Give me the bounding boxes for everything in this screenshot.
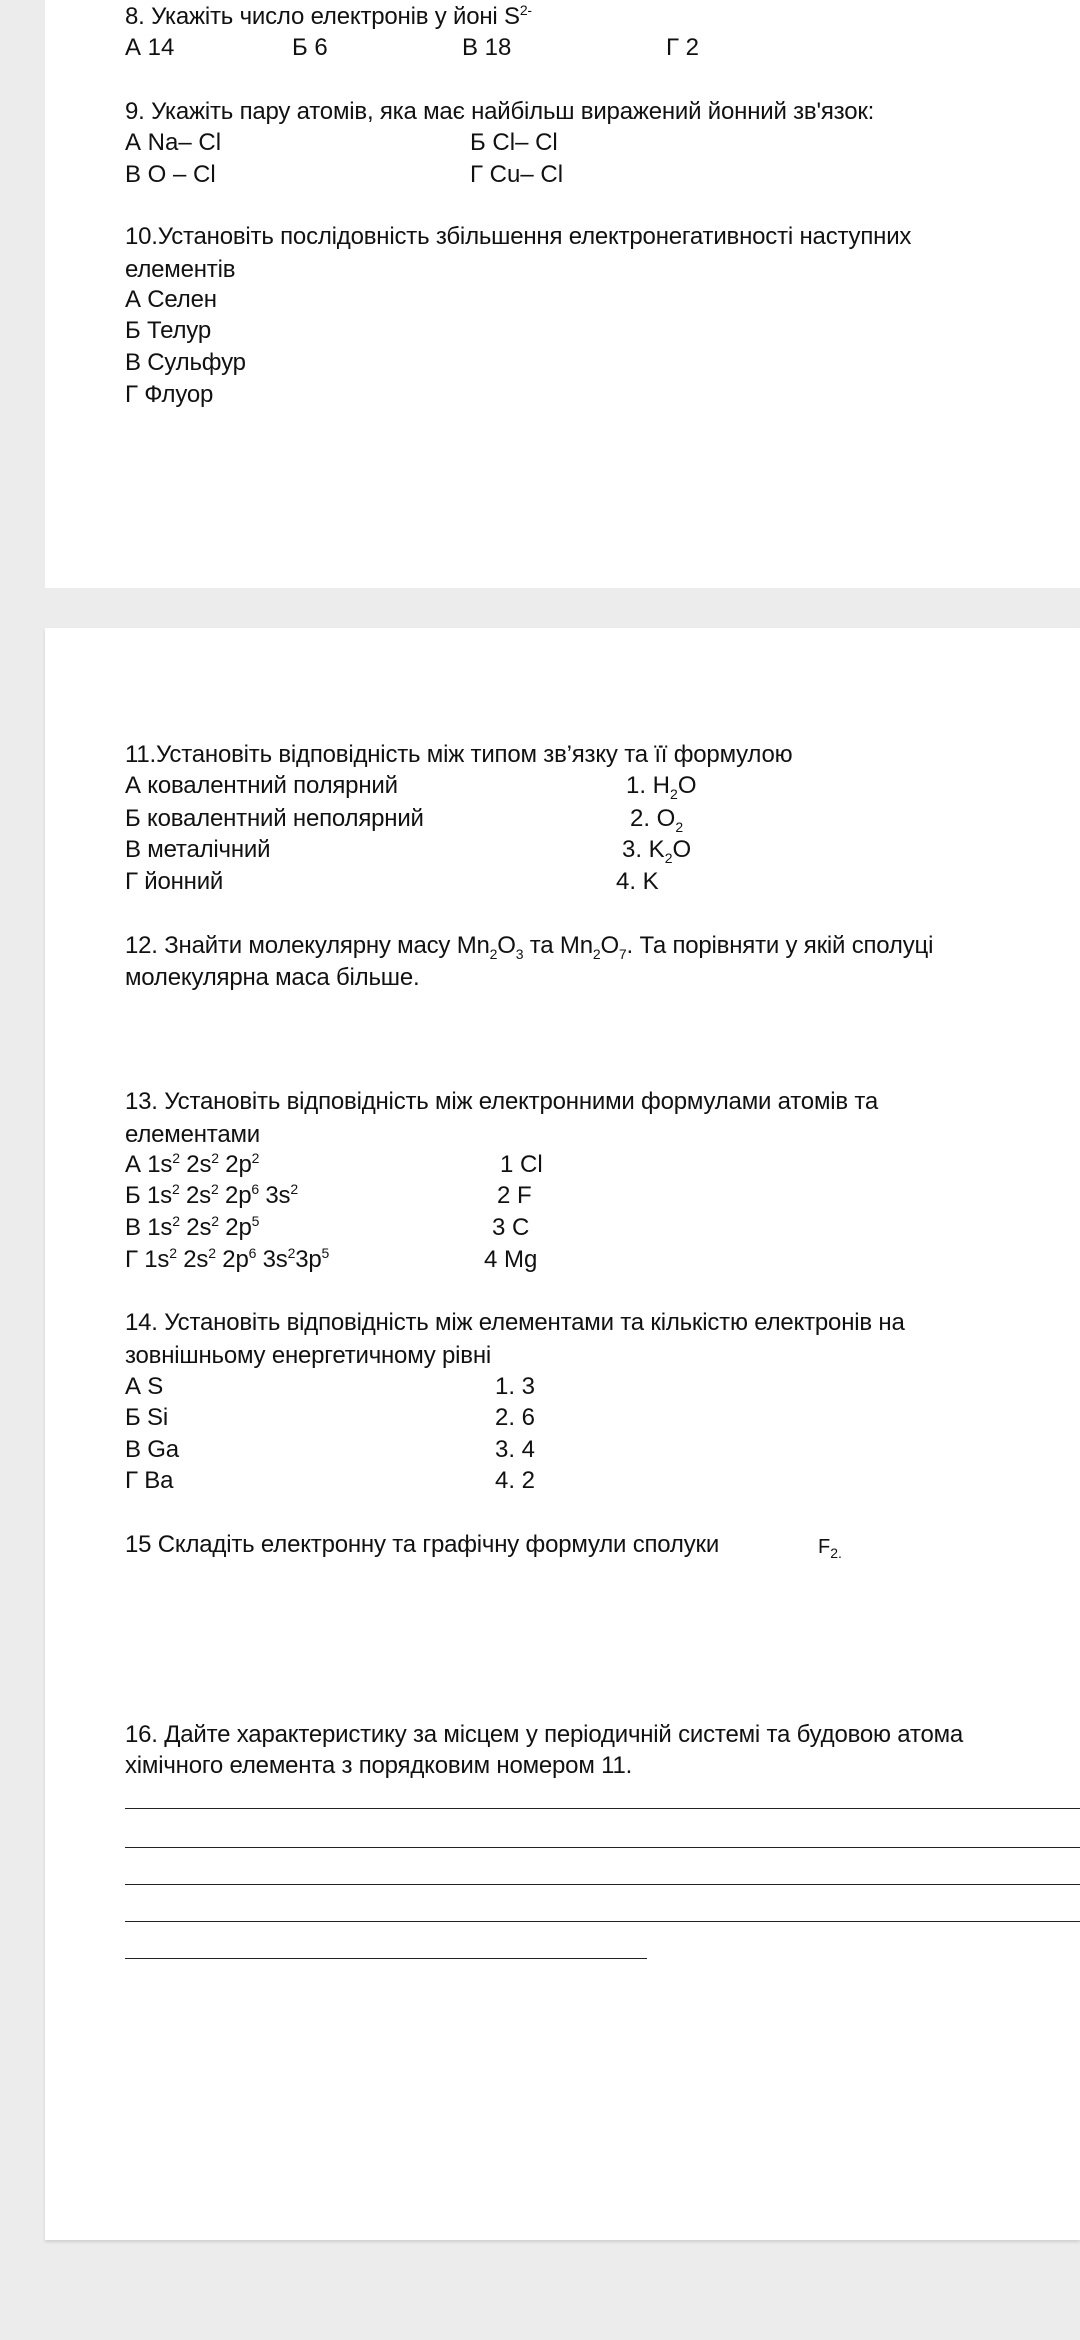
q10-option-b: Б Телур	[125, 317, 211, 344]
q11-right-3	[622, 835, 691, 865]
text-segment: 3s	[256, 1246, 288, 1273]
answer-line	[125, 1884, 1080, 1885]
text-segment: 2s	[179, 1214, 212, 1241]
answer-line	[125, 1808, 1080, 1809]
q13-left-c	[125, 1213, 259, 1243]
q10-option-d: Г Флуор	[125, 381, 214, 408]
subscript: 2	[675, 818, 684, 835]
superscript: 2	[251, 1150, 260, 1166]
q11-right-1	[626, 771, 696, 801]
q14-right-3: 3. 4	[495, 1436, 536, 1463]
superscript: 6	[248, 1245, 257, 1261]
q10-option-a: А Селен	[125, 286, 217, 313]
q9-option-d: Г Cu– Cl	[470, 161, 564, 188]
q11-left-c: В металічний	[125, 836, 271, 863]
q13-left-a	[125, 1150, 259, 1180]
subscript: 3	[515, 945, 524, 962]
q9-option-b: Б Cl– Cl	[470, 129, 558, 156]
answer-line	[125, 1847, 1080, 1848]
q10-option-c: В Сульфур	[125, 349, 246, 376]
q14-right-1: 1. 3	[495, 1373, 536, 1400]
text-segment: O	[677, 772, 697, 799]
superscript: 2	[172, 1150, 180, 1166]
q15-formula	[818, 1532, 842, 1562]
superscript: 2	[210, 1181, 219, 1197]
question-14-line1: 14. Установіть відповідність між елементами та кількістю електронів на	[125, 1309, 905, 1336]
q11-right-2	[630, 804, 683, 834]
question-13-line1: 13. Установіть відповідність між електронними формулами атомів та	[125, 1088, 879, 1115]
answer-line	[125, 1958, 647, 1959]
q8-option-c: В 18	[462, 34, 512, 61]
q13-left-d	[125, 1245, 329, 1275]
text-segment: А 1s	[125, 1151, 173, 1178]
text-segment: 2s	[179, 1182, 211, 1209]
superscript: 2	[290, 1181, 298, 1197]
q8-option-d: Г 2	[666, 34, 700, 61]
subscript: 2	[670, 785, 678, 802]
question-10-line1: 10.Установіть послідовність збільшення електронегативності наступних	[125, 223, 912, 250]
q9-option-c: В O – Cl	[125, 161, 216, 188]
superscript: 2	[171, 1181, 180, 1197]
q13-left-b	[125, 1181, 298, 1211]
q11-left-b: Б ковалентний неполярний	[125, 805, 424, 832]
superscript: 2	[169, 1245, 177, 1261]
q14-right-2: 2. 6	[495, 1404, 536, 1431]
subscript: 2	[489, 945, 498, 962]
question-13-line2: елементами	[125, 1121, 260, 1148]
question-12-line1	[125, 931, 933, 961]
text-segment: O	[672, 836, 692, 863]
text-segment: . Та порівняти у якій сполуці	[626, 932, 934, 959]
superscript: 5	[251, 1213, 260, 1229]
superscript: 2	[172, 1213, 180, 1229]
text-segment: Г 1s	[125, 1246, 170, 1273]
superscript: 2	[208, 1245, 216, 1261]
text-segment: 3p	[295, 1246, 322, 1273]
q9-option-a: А Na– Cl	[125, 129, 222, 156]
question-16-line1: 16. Дайте характеристику за місцем у періодичній системі та будовою атома	[125, 1721, 964, 1748]
q14-right-4: 4. 2	[495, 1467, 536, 1494]
q11-right-4	[616, 867, 659, 897]
text-segment: В 1s	[125, 1214, 173, 1241]
answer-line	[125, 1921, 1080, 1922]
q13-right-3: 3 C	[492, 1214, 530, 1241]
q14-left-b: Б Si	[125, 1404, 168, 1431]
text-segment: 2s	[179, 1151, 212, 1178]
q13-right-4: 4 Mg	[484, 1246, 538, 1273]
text-segment: 3s	[258, 1182, 291, 1209]
text-segment: та Mn	[523, 932, 593, 959]
formula-text: F	[818, 1536, 831, 1558]
text-segment: 12. Знайти молекулярну масу Mn	[125, 932, 490, 959]
question-14-line2: зовнішньому енергетичному рівні	[125, 1342, 492, 1369]
question-8	[125, 2, 532, 32]
q13-right-2: 2 F	[497, 1182, 532, 1209]
text-segment: 4. K	[616, 868, 659, 895]
q8-option-a: А 14	[125, 34, 175, 61]
superscript: 6	[251, 1181, 259, 1197]
text-segment: 2p	[218, 1151, 252, 1178]
text-segment: O	[497, 932, 516, 959]
subscript: 2	[664, 849, 673, 866]
subscript: 2	[592, 945, 601, 962]
q14-left-c: В Ga	[125, 1436, 179, 1463]
q8-option-b: Б 6	[292, 34, 328, 61]
text-segment: 1. H	[626, 772, 671, 799]
superscript: 2	[211, 1213, 219, 1229]
text-segment: O	[600, 932, 619, 959]
superscript: 2	[287, 1245, 296, 1261]
text-segment: 2p	[215, 1246, 249, 1273]
superscript: 2	[211, 1150, 219, 1166]
subscript: 7	[618, 945, 627, 962]
q14-left-a: А S	[125, 1373, 164, 1400]
text-segment: 2p	[218, 1214, 252, 1241]
question-12-line2: молекулярна маса більше.	[125, 964, 420, 991]
q11-left-a: А ковалентний полярний	[125, 772, 398, 799]
q13-right-1: 1 Cl	[500, 1151, 543, 1178]
question-8-text: 8. Укажіть число електронів у йоні S	[125, 3, 520, 30]
question-15: 15 Складіть електронну та графічну формули сполуки	[125, 1531, 720, 1558]
ion-charge: 2-	[519, 2, 532, 18]
text-segment: 2s	[176, 1246, 209, 1273]
question-11: 11.Установіть відповідність між типом зв’язку та її формулою	[125, 741, 793, 768]
text-segment: 3. K	[622, 836, 665, 863]
q11-left-d: Г йонний	[125, 868, 224, 895]
question-10-line2: елементів	[125, 256, 236, 283]
formula-subscript: 2.	[830, 1545, 842, 1561]
text-segment: 2. O	[630, 805, 676, 832]
text-segment: Б 1s	[125, 1182, 172, 1209]
question-9: 9. Укажіть пару атомів, яка має найбільш виражений йонний зв'язок:	[125, 98, 875, 125]
text-segment: 2p	[218, 1182, 252, 1209]
q14-left-d: Г Ba	[125, 1467, 174, 1494]
superscript: 5	[321, 1245, 330, 1261]
question-16-line2: хімічного елемента з порядковим номером 11.	[125, 1752, 633, 1779]
